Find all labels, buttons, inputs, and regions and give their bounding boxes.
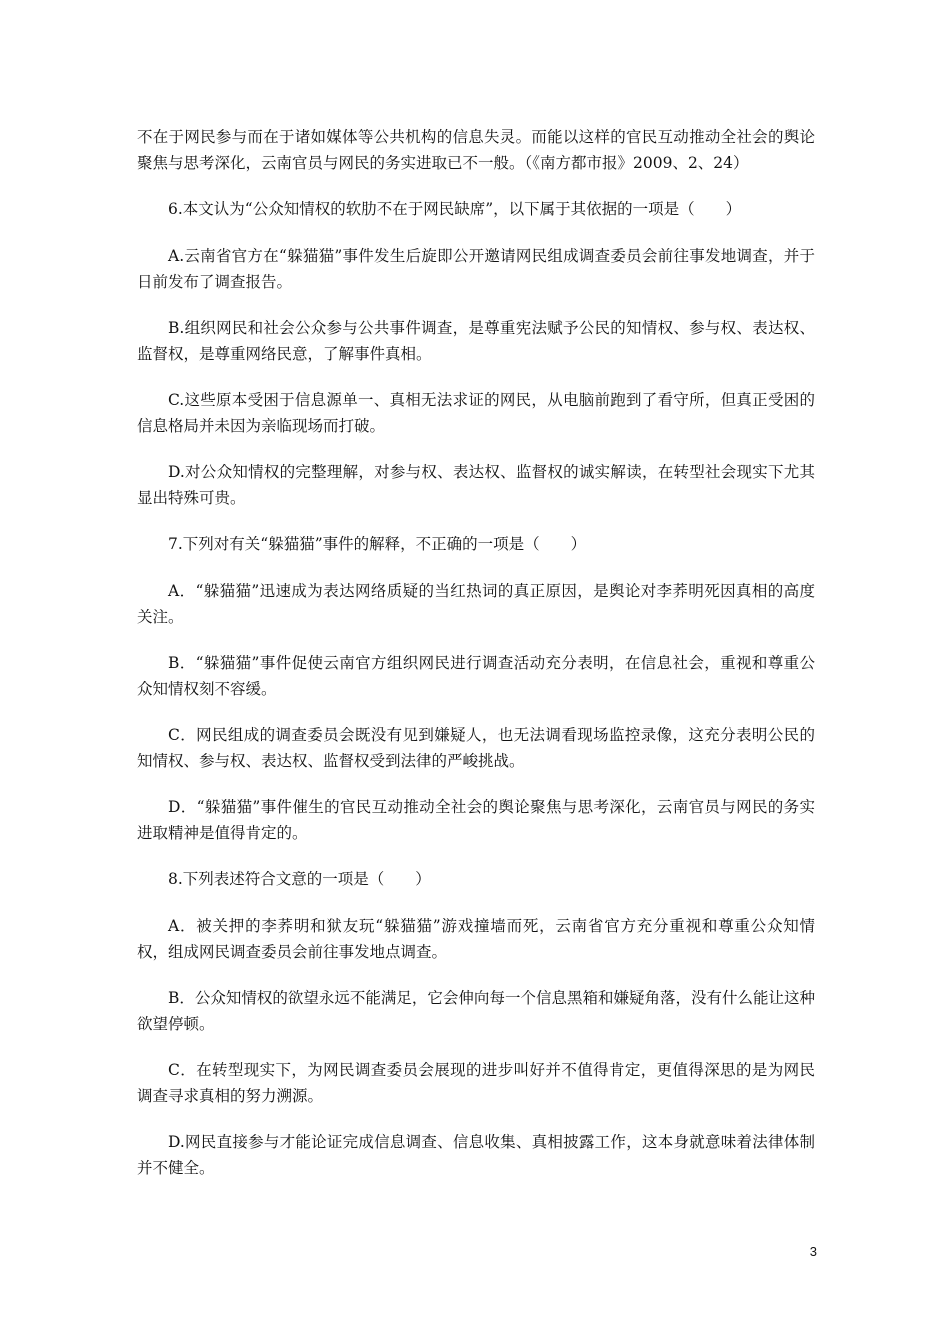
question-6-option-b: B.组织网民和社会公众参与公共事件调查，是尊重宪法赋予公民的知情权、参与权、表达权、监督权，是尊重网络民意，了解事件真相。 [137, 319, 815, 363]
question-8-option-c: C．在转型现实下，为网民调查委员会展现的进步叫好并不值得肯定，更值得深思的是为网民调查寻求真相的努力溯源。 [137, 1061, 815, 1105]
question-6-option-c: C.这些原本受困于信息源单一、真相无法求证的网民，从电脑前跑到了看守所，但真正受困的信息格局并未因为亲临现场而打破。 [137, 391, 815, 435]
question-6-stem: 6.本文认为“公众知情权的软肋不在于网民缺席”，以下属于其依据的一项是（ ） [168, 200, 742, 218]
question-8-option-d: D.网民直接参与才能论证完成信息调查、信息收集、真相披露工作，这本身就意味着法律体制并不健全。 [137, 1133, 815, 1177]
question-7-option-b: B．“躲猫猫”事件促使云南官方组织网民进行调查活动充分表明，在信息社会，重视和尊重公众知情权刻不容缓。 [137, 654, 815, 698]
question-7-option-d: D．“躲猫猫”事件催生的官民互动推动全社会的舆论聚焦与思考深化，云南官员与网民的务实进取精神是值得肯定的。 [137, 798, 815, 842]
question-7-option-c: C．网民组成的调查委员会既没有见到嫌疑人，也无法调看现场监控录像，这充分表明公民的知情权、参与权、表达权、监督权受到法律的严峻挑战。 [137, 726, 815, 770]
question-8-option-b: B．公众知情权的欲望永远不能满足，它会伸向每一个信息黑箱和嫌疑角落，没有什么能让这种欲望停顿。 [137, 989, 815, 1033]
question-7-stem: 7.下列对有关“躲猫猫”事件的解释，不正确的一项是（ ） [168, 535, 587, 553]
question-6-option-d: D.对公众知情权的完整理解，对参与权、表达权、监督权的诚实解读，在转型社会现实下尤其显出特殊可贵。 [137, 463, 815, 507]
question-7-option-a: A．“躲猫猫”迅速成为表达网络质疑的当红热词的真正原因，是舆论对李荞明死因真相的高度关注。 [137, 582, 815, 626]
question-8-option-a: A．被关押的李荞明和狱友玩“躲猫猫”游戏撞墙而死，云南省官方充分重视和尊重公众知情权，组成网民调查委员会前往事发地点调查。 [137, 917, 815, 961]
question-6-option-a: A.云南省官方在“躲猫猫”事件发生后旋即公开邀请网民组成调查委员会前往事发地调查，并于日前发布了调查报告。 [137, 247, 815, 291]
intro-paragraph: 不在于网民参与而在于诸如媒体等公共机构的信息失灵。而能以这样的官民互动推动全社会的舆论聚焦与思考深化，云南官员与网民的务实进取已不一般。（《南方都市报》2009、2、24） [137, 128, 815, 172]
question-8-stem: 8.下列表述符合文意的一项是（ ） [168, 870, 431, 888]
page-number: 3 [809, 1244, 817, 1259]
